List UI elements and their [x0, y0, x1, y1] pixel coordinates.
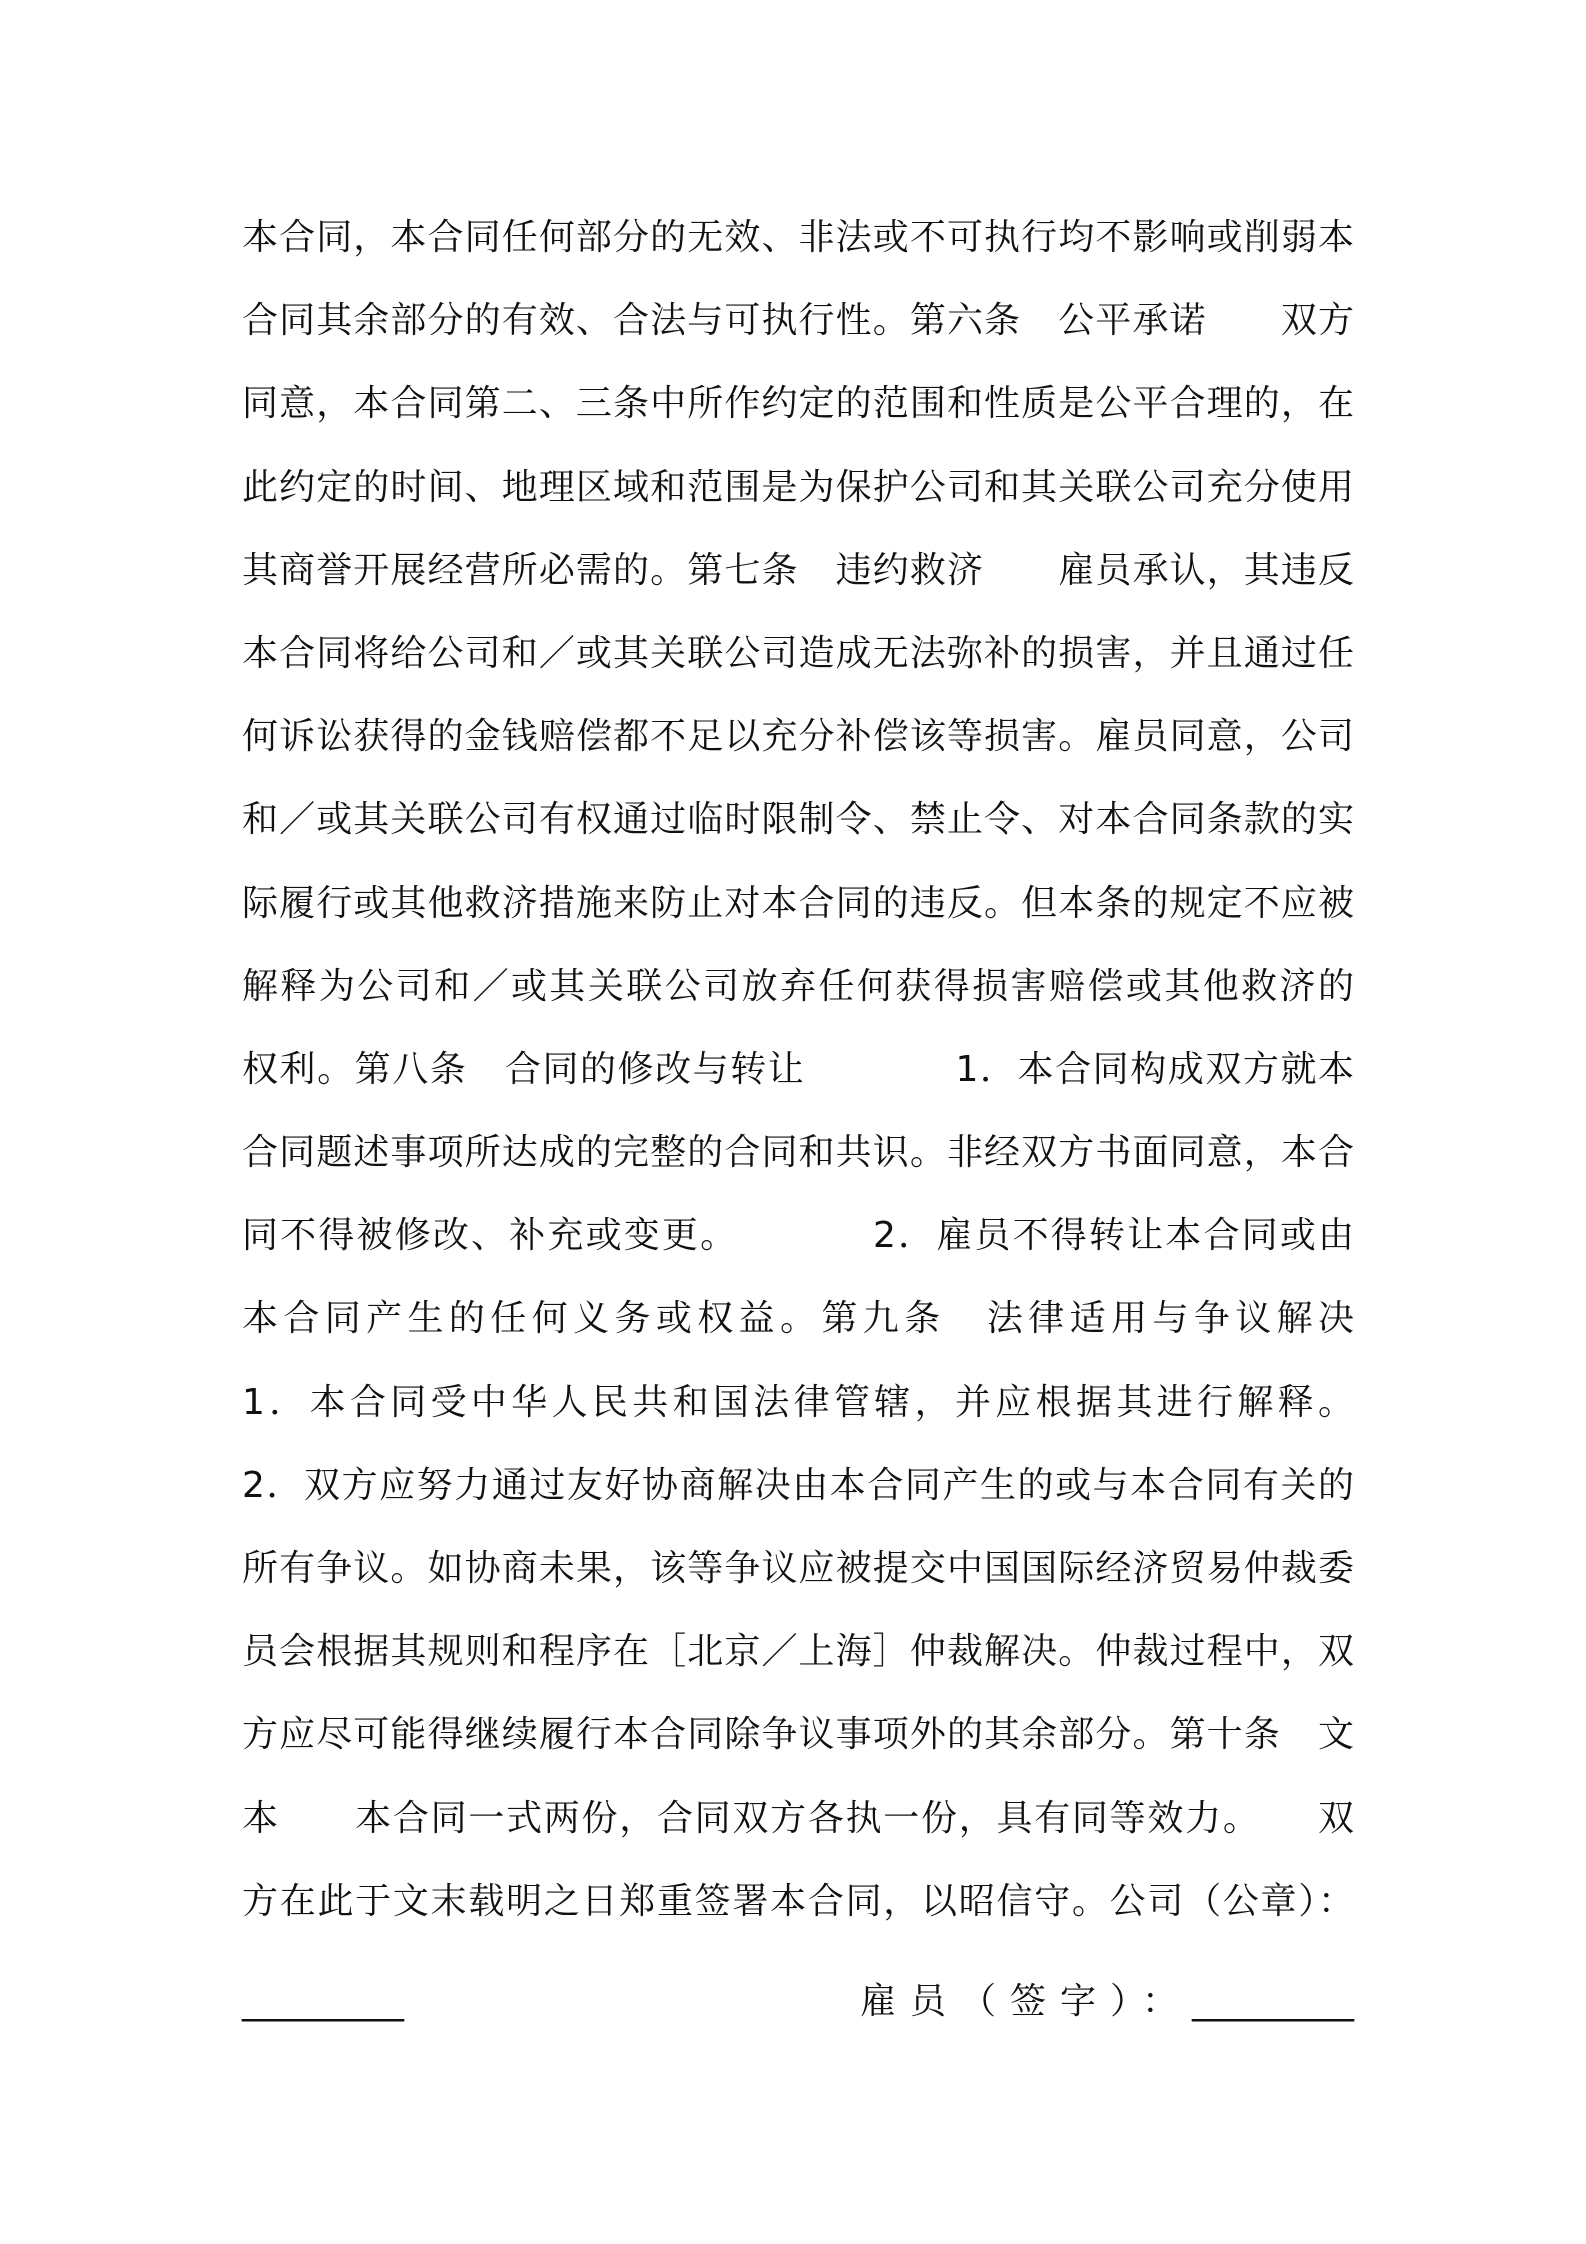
company-signature-blank: _________: [242, 1981, 404, 2022]
contract-line-16: 2．双方应努力通过友好协商解决由本合同产生的或与本合同有关的: [242, 1464, 1354, 1506]
contract-line-6: 本合同将给公司和／或其关联公司造成无法弥补的损害，并且通过任: [242, 632, 1354, 674]
contract-line-4: 此约定的时间、地理区域和范围是为保护公司和其关联公司充分使用: [242, 466, 1354, 508]
contract-line-1: 本合同，本合同任何部分的无效、非法或不可执行均不影响或削弱本: [242, 217, 1354, 258]
contract-line-14: 本合同产生的任何义务或权益。第九条 法律适用与争议解决: [242, 1298, 1354, 1340]
contract-line-7: 何诉讼获得的金钱赔偿都不足以充分补偿该等损害。雇员同意，公司: [242, 716, 1354, 758]
contract-line-13: 同不得被修改、补充或变更。 2．雇员不得转让本合同或由: [242, 1215, 1354, 1257]
contract-line-8: 和／或其关联公司有权通过临时限制令、禁止令、对本合同条款的实: [242, 799, 1354, 841]
contract-line-3: 同意，本合同第二、三条中所作约定的范围和性质是公平合理的，在: [242, 383, 1354, 425]
contract-line-11: 权利。第八条 合同的修改与转让 1．本合同构成双方就本: [242, 1048, 1354, 1090]
contract-line-2: 合同其余部分的有效、合法与可执行性。第六条 公平承诺 双方: [242, 300, 1354, 342]
signature-row: [242, 1960, 1354, 2044]
employee-signature-label: 雇员（签字）：: [859, 1981, 1192, 2022]
contract-line-10: 解释为公司和／或其关联公司放弃任何获得损害赔偿或其他救济的: [242, 965, 1354, 1007]
contract-line-5: 其商誉开展经营所必需的。第七条 违约救济 雇员承认，其违反: [242, 549, 1354, 591]
contract-line-19: 方应尽可能得继续履行本合同除争议事项外的其余部分。第十条 文: [242, 1714, 1354, 1756]
contract-line-18: 员会根据其规则和程序在［北京／上海］仲裁解决。仲裁过程中，双: [242, 1631, 1354, 1673]
employee-signature-blank: _________: [1192, 1981, 1354, 2022]
employee-signature: [860, 1960, 1354, 2044]
contract-body: [242, 196, 1354, 1943]
contract-line-12: 合同题述事项所达成的完整的合同和共识。非经双方书面同意，本合: [242, 1132, 1354, 1174]
contract-line-9: 际履行或其他救济措施来防止对本合同的违反。但本条的规定不应被: [242, 882, 1354, 924]
contract-line-15: 1．本合同受中华人民共和国法律管辖，并应根据其进行解释。: [242, 1381, 1354, 1423]
contract-line-17: 所有争议。如协商未果，该等争议应被提交中国国际经济贸易仲裁委: [242, 1548, 1354, 1589]
contract-line-20: 本 本合同一式两份，合同双方各执一份，具有同等效力。 双: [242, 1797, 1354, 1839]
contract-line-21: 方在此于文末载明之日郑重签署本合同，以昭信守。公司（公章）：: [242, 1880, 1354, 1922]
